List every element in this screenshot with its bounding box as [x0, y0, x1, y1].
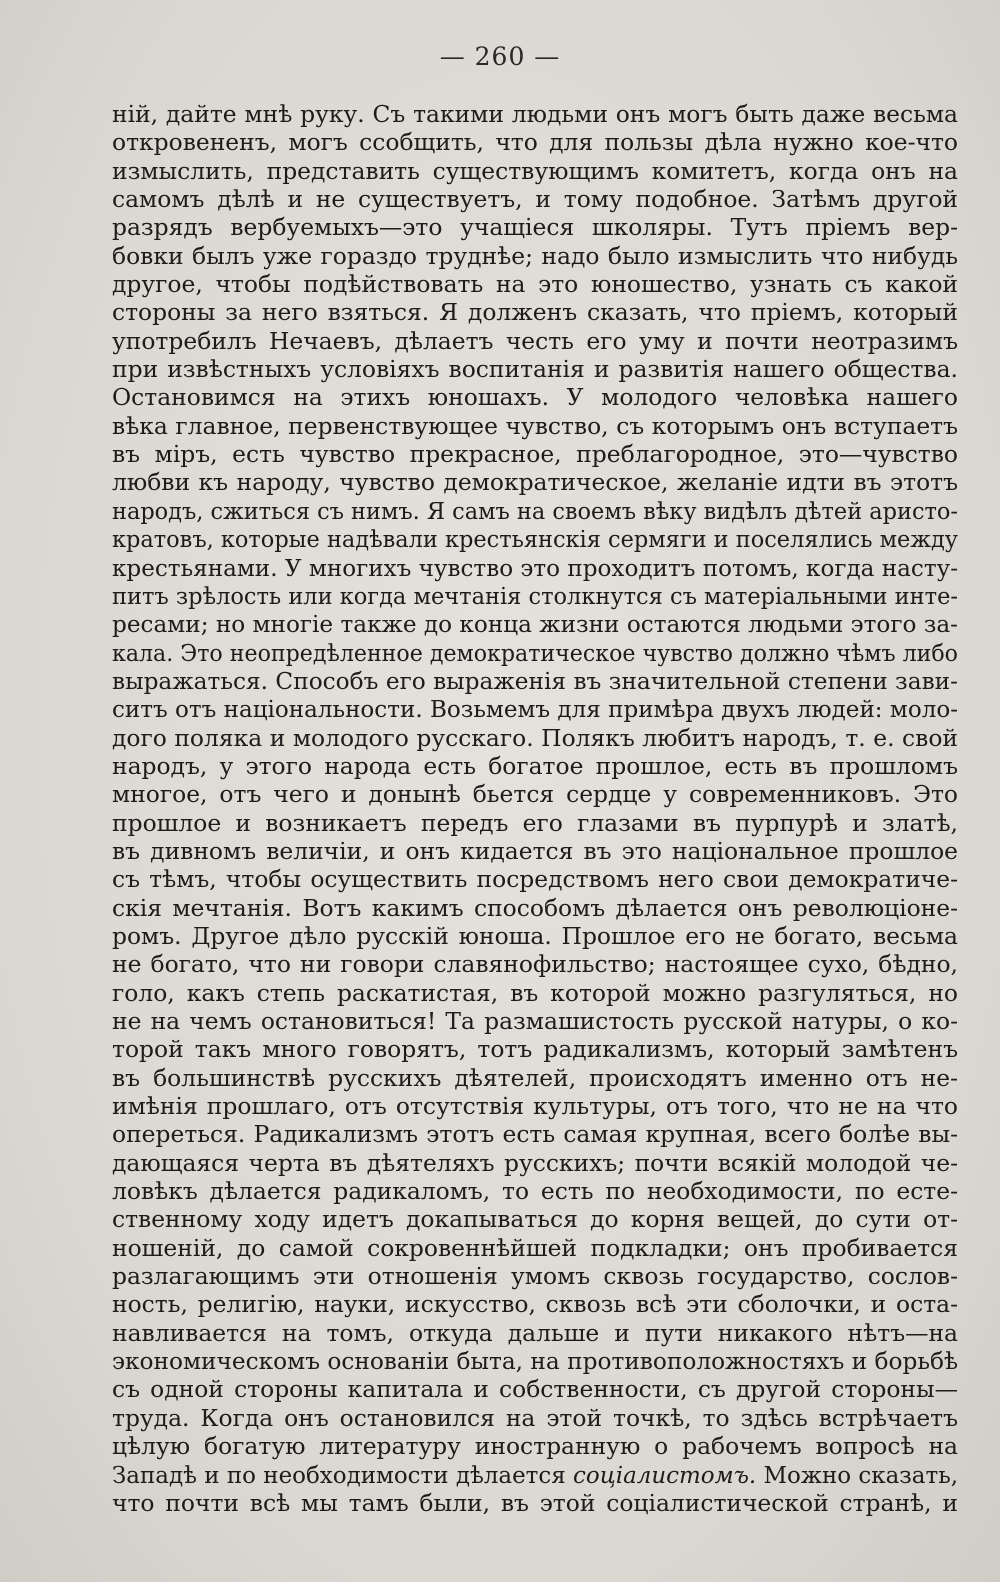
text-line: кала. Это неопредѣленное демократическое чувство должно чѣмъ либо	[112, 638, 958, 667]
italic-term: соціалистомъ.	[573, 1460, 757, 1489]
text-line: скія мечтанія. Вотъ какимъ способомъ дѣлается онъ революціоне-	[112, 893, 958, 922]
text-line-with-italic	[112, 1461, 958, 1489]
text-line: не на чемъ остановиться! Та размашистость русской натуры, о ко-	[112, 1007, 958, 1035]
text-line: навливается на томъ, откуда дальше и пути никакого нѣтъ—на	[112, 1318, 958, 1347]
text-line: разрядъ вербуемыхъ—это учащіеся школяры. Тутъ пріемъ вер-	[112, 213, 958, 242]
text-line: откровененъ, могъ ссобщить, что для пользы дѣла нужно кое-что	[112, 128, 958, 157]
text-line: ній, дайте мнѣ руку. Съ такими людьми онъ могъ быть даже весьма	[112, 100, 958, 128]
text-line: другое, чтобы подѣйствовать на это юношество, узнать съ какой	[112, 270, 958, 299]
text-line: употребилъ Нечаевъ, дѣлаетъ честь его уму и почти неотразимъ	[112, 326, 958, 355]
text-line: народъ, у этого народа есть богатое прошлое, есть въ прошломъ	[112, 751, 958, 780]
text-line-start: Западѣ и по необходимости дѣлается	[112, 1460, 574, 1489]
text-line: экономическомъ основаніи быта, на противоположностяхъ и борьбѣ	[112, 1347, 958, 1376]
text-line: народъ, сжиться съ нимъ. Я самъ на своемъ вѣку видѣлъ дѣтей аристо-	[112, 496, 958, 525]
text-line: крестьянами. У многихъ чувство это проходитъ потомъ, когда насту-	[112, 553, 958, 582]
text-line: любви къ народу, чувство демократическое, желаніе идти въ этотъ	[112, 468, 958, 497]
body-text	[112, 100, 958, 1517]
text-line: ловѣкъ дѣлается радикаломъ, то есть по необходимости, по есте-	[112, 1177, 958, 1206]
text-line: опереться. Радикализмъ этотъ есть самая крупная, всего болѣе вы-	[112, 1120, 958, 1149]
text-line-end: Можно сказать,	[756, 1460, 958, 1489]
text-line: ромъ. Другое дѣло русскій юноша. Прошлое его не богато, весьма	[112, 921, 958, 950]
text-line: измыслить, представить существующимъ комитетъ, когда онъ на	[112, 156, 958, 185]
text-line: ресами; но многіе также до конца жизни остаются людьми этого за-	[112, 610, 958, 639]
text-line: бовки былъ уже гораздо труднѣе; надо было измыслить что нибудь	[112, 241, 958, 270]
text-line: кратовъ, которые надѣвали крестьянскія сермяги и поселялись между	[112, 525, 958, 554]
text-line: разлагающимъ эти отношенія умомъ сквозь государство, сослов-	[112, 1262, 958, 1291]
text-line: при извѣстныхъ условіяхъ воспитанія и развитія нашего общества.	[112, 355, 958, 384]
text-line: дающаяся черта въ дѣятеляхъ русскихъ; почти всякій молодой че-	[112, 1148, 958, 1177]
text-line: выражаться. Способъ его выраженія въ значительной степени зави-	[112, 666, 958, 695]
text-line: въ большинствѣ русскихъ дѣятелей, происходятъ именно отъ не-	[112, 1063, 958, 1092]
text-line: съ тѣмъ, чтобы осуществить посредствомъ него свои демократиче-	[112, 865, 958, 894]
text-line: питъ зрѣлость или когда мечтанія столкнутся съ матеріальными инте-	[112, 581, 958, 610]
text-line: не богато, что ни говори славянофильство; настоящее сухо, бѣдно,	[112, 950, 958, 979]
text-line: голо, какъ степь раскатистая, въ которой можно разгуляться, но	[112, 978, 958, 1007]
text-line: имѣнія прошлаго, отъ отсутствія культуры, отъ того, что не на что	[112, 1092, 958, 1121]
text-line: вѣка главное, первенствующее чувство, съ которымъ онъ вступаетъ	[112, 411, 958, 440]
text-line: въ міръ, есть чувство прекрасное, преблагородное, это—чувство	[112, 440, 958, 469]
text-line: прошлое и возникаетъ передъ его глазами въ пурпурѣ и златѣ,	[112, 808, 958, 837]
text-line: въ дивномъ величіи, и онъ кидается въ это національное прошлое	[112, 836, 958, 865]
text-line: Остановимся на этихъ юношахъ. У молодого человѣка нашего	[112, 383, 958, 412]
text-line: ность, религію, науки, искусство, сквозь всѣ эти сболочки, и оста-	[112, 1290, 958, 1319]
text-line: ситъ отъ національности. Возьмемъ для примѣра двухъ людей: моло-	[112, 695, 958, 724]
text-line: самомъ дѣлѣ и не существуетъ, и тому подобное. Затѣмъ другой	[112, 185, 958, 214]
text-line: съ одной стороны капитала и собственности, съ другой стороны—	[112, 1375, 958, 1404]
text-line: дого поляка и молодого русскаго. Полякъ любитъ народъ, т. е. свой	[112, 723, 958, 752]
text-line: труда. Когда онъ остановился на этой точкѣ, то здѣсь встрѣчаетъ	[112, 1403, 958, 1432]
page-number: — 260 —	[439, 42, 561, 71]
text-line: торой такъ много говорятъ, тотъ радикализмъ, который замѣтенъ	[112, 1035, 958, 1064]
text-line: стороны за него взяться. Я долженъ сказать, что пріемъ, который	[112, 298, 958, 327]
text-line: ственному ходу идетъ докапываться до корня вещей, до сути от-	[112, 1205, 958, 1234]
text-line: ношеній, до самой сокровеннѣйшей подкладки; онъ пробивается	[112, 1233, 958, 1262]
text-line: многое, отъ чего и донынѣ бьется сердце у современниковъ. Это	[112, 780, 958, 809]
text-line: цѣлую богатую литературу иностранную о рабочемъ вопросѣ на	[112, 1432, 958, 1461]
text-line: что почти всѣ мы тамъ были, въ этой соціалистической странѣ, и	[112, 1488, 958, 1517]
